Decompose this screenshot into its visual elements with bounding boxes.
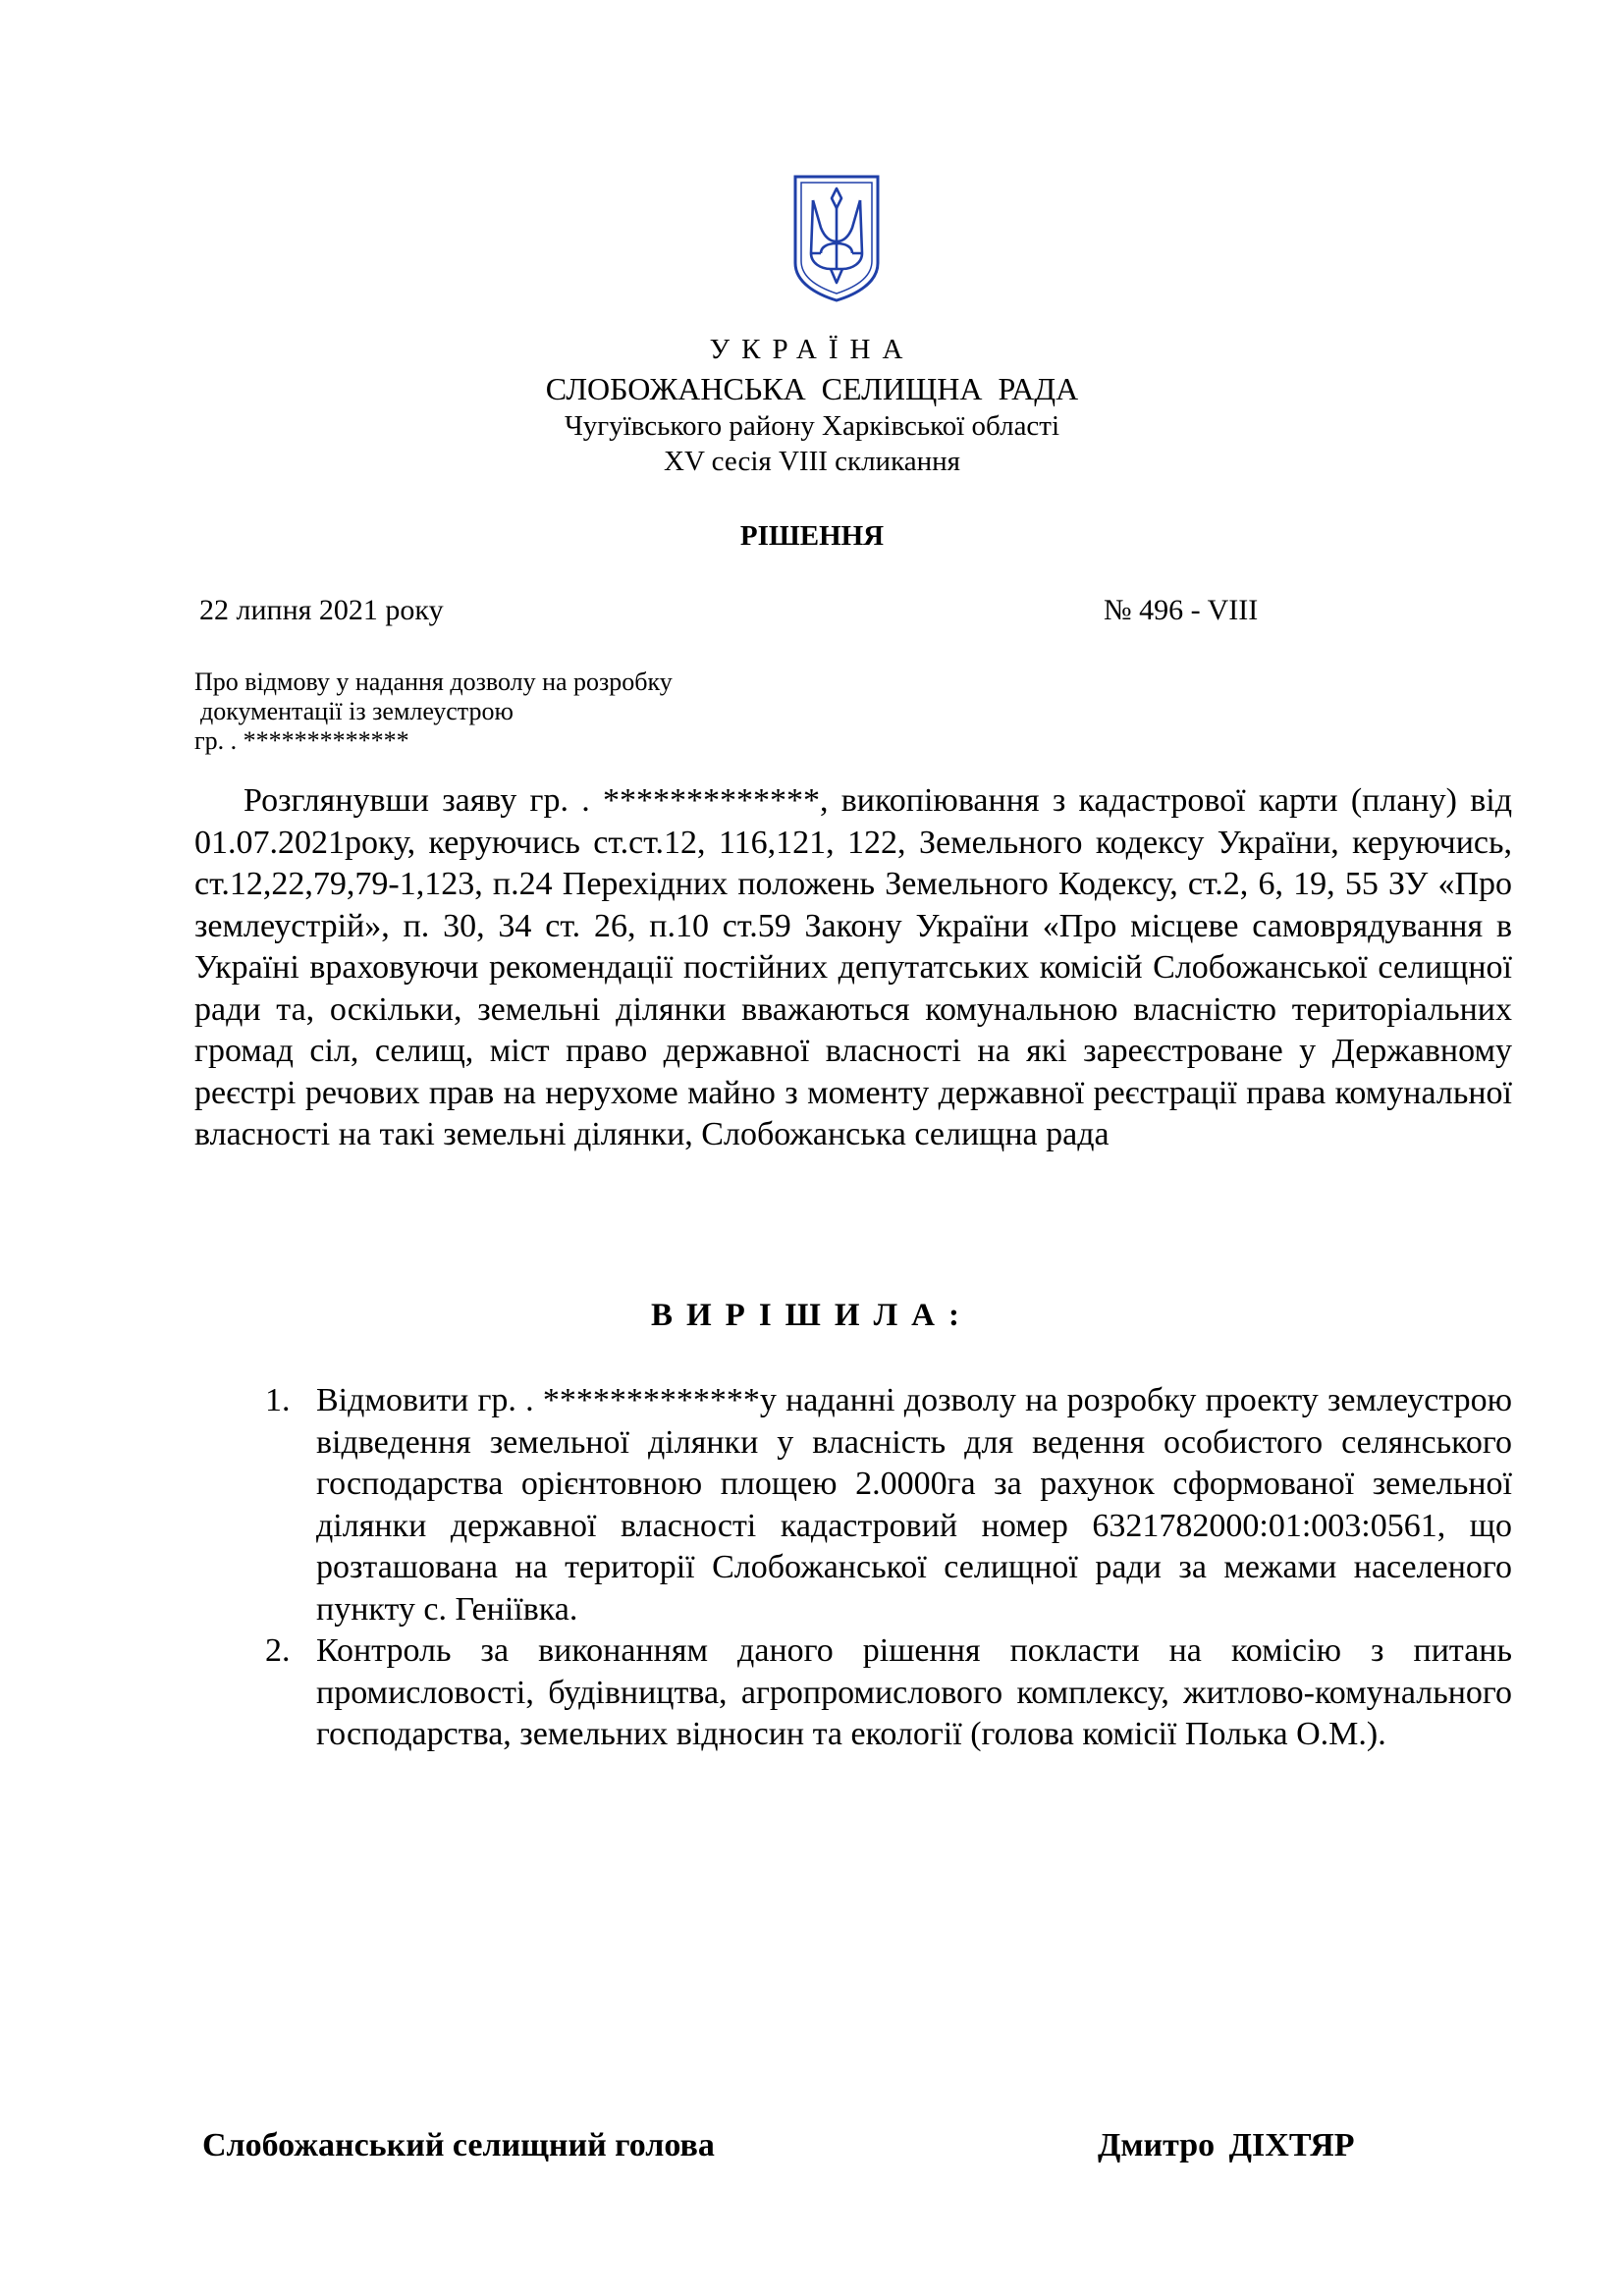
resolution-item	[253, 1380, 1512, 1630]
item-number: 2.	[265, 1632, 291, 1669]
resolved-heading: ВИРІШИЛА:	[651, 1298, 973, 1333]
preamble-paragraph: Розглянувши заяву гр. . *************, викопіювання з кадастрової карти (плану) від 01.07.2021року, керуючись ст.ст.12, 116,121, 122, Земельного кодексу України, керуючись, ст.12,22,79,79-1,123, п.24 Перехідних положень Земельного Кодексу, ст.2, 6, 19, 55 ЗУ «Про землеустрій», п. 30, 34 ст. 26, п.10 ст.59 Закону України «Про місцеве самоврядування в Україні враховуючи рекомендації постійних депутатських комісій Слобожанської селищної ради та, оскільки, земельні ділянки вважаються комунальною власністю територіальних громад сіл, селищ, міст право державної власності на які зареєстроване у Державному реєстрі речових прав на нерухоме майно з моменту державної реєстрації права комунальної власності на такі земельні ділянки, Слобожанська селищна рада	[194, 782, 1512, 1152]
signatory-name: Дмитро ДІХТЯР	[1098, 2127, 1355, 2163]
coat-of-arms-trident-icon	[791, 173, 882, 304]
subject-line: Про відмову у надання дозволу на розробку	[194, 667, 673, 696]
resolution-items	[253, 1380, 1512, 1756]
district-line: Чугуївського району Харківської області	[564, 410, 1060, 442]
subject-line: документації із землеустрою	[200, 697, 514, 725]
country-heading: УКРАЇНА	[709, 334, 915, 365]
resolution-item	[253, 1630, 1512, 1756]
decision-number: № 496 - VIII	[1104, 594, 1259, 626]
decision-date: 22 липня 2021 року	[199, 594, 444, 626]
item-text: Відмовити гр. . *************у наданні дозволу на розробку проекту землеустрою відведення земельної ділянки у власність для ведення особистого селянського господарства орієнтовною площею 2.0000га за рахунок сформованої земельної ділянки державної власності кадастровий номер 6321782000:01:003:0561, що розташована на території Слобожанської селищної ради за межами населеного пункту с. Геніївка.	[316, 1382, 1512, 1628]
decision-subject	[194, 667, 673, 756]
session-line: XV сесія VIII скликання	[664, 446, 960, 477]
item-text: Контроль за виконанням даного рішення покласти на комісію з питань промисловості, будівництва, агропромислового комплексу, житлово-комунального господарства, земельних відносин та екології (голова комісії Полька О.М.).	[316, 1632, 1512, 1752]
signatory-position: Слобожанський селищний голова	[202, 2127, 715, 2163]
item-number: 1.	[265, 1382, 291, 1418]
subject-line: гр. . *************	[194, 726, 409, 755]
document-type-heading: РІШЕННЯ	[739, 520, 885, 552]
council-name: СЛОБОЖАНСЬКА СЕЛИЩНА РАДА	[545, 371, 1079, 406]
